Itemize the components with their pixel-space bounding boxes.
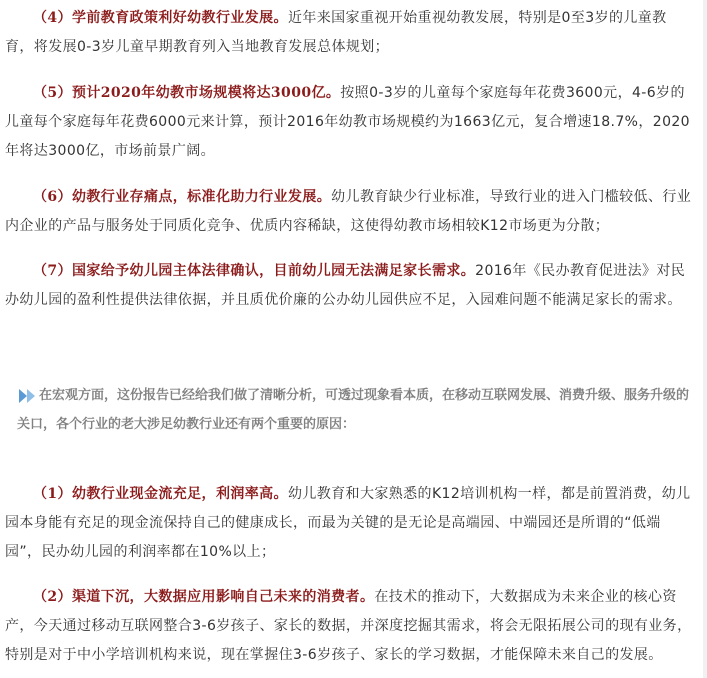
paragraph-text: 在技术的推动下，大数据成为未来企业的核心资产，今天通过移动互联网整合3-6岁孩子、家长的数据，并深度挖掘其需求，将会无限拓展公司的现有业务，特别是对于中小学培训机构来说，现在掌握住3-6岁孩子、家长的学习数据，才能保障未来自己的发展。 (5, 589, 692, 663)
paragraph-market-size (5, 79, 695, 166)
paragraph-heading: （5）预计2020年幼教市场规模将达3000亿。 (33, 85, 341, 101)
paragraph-big-data (5, 583, 695, 670)
paragraph-pain-points (5, 183, 695, 241)
paragraph-legal (5, 257, 695, 315)
scrollbar[interactable] (703, 0, 707, 678)
paragraph-text: 按照0-3岁的儿童每个家庭每年花费3600元，4-6岁的儿童每个家庭每年花费6000元来计算，预计2016年幼教市场规模约为1663亿元，复合增速18.7%，2020年将达3000亿，市场前景广阔。 (5, 85, 690, 159)
paragraph-text: 2016年《民办教育促进法》对民办幼儿园的盈利性提供法律依据，并且质优价廉的公办幼儿园供应不足，入园难问题不能满足家长的需求。 (5, 263, 686, 308)
paragraph-text: 幼儿教育缺少行业标准，导致行业的进入门槛较低、行业内企业的产品与服务处于同质化竞争、优质内容稀缺，这使得幼教市场相较K12市场更为分散； (5, 189, 692, 234)
macro-analysis-note: 在宏观方面，这份报告已经给我们做了清晰分析，可透过现象看本质，在移动互联网发展、消费升级、服务升级的关口，各个行业的老大涉足幼教行业还有两个重要的原因： (17, 388, 690, 432)
paragraph-cash-flow (5, 480, 695, 567)
paragraph-text: 近年来国家重视开始重视幼教发展，特别是0至3岁的儿童教育，将发展0-3岁儿童早期教育列入当地教育发展总体规划； (5, 10, 667, 55)
paragraph-text: 幼儿教育和大家熟悉的K12培训机构一样，都是前置消费，幼儿园本身能有充足的现金流保持自己的健康成长，而最为关键的是无论是高端园、中端园还是所谓的“低端园”，民办幼儿园的利润率都在10%以上； (5, 486, 691, 560)
paragraph-heading: （1）幼教行业现金流充足，利润率高。 (33, 486, 288, 502)
paragraph-heading: （7）国家给予幼儿园主体法律确认，目前幼儿园无法满足家长需求。 (33, 263, 476, 279)
paragraph-heading: （4）学前教育政策利好幼教行业发展。 (33, 10, 288, 26)
paragraph-policy (5, 4, 695, 62)
paragraph-heading: （2）渠道下沉，大数据应用影响自己未来的消费者。 (33, 589, 375, 605)
paragraph-heading: （6）幼教行业存痛点，标准化助力行业发展。 (33, 189, 332, 205)
